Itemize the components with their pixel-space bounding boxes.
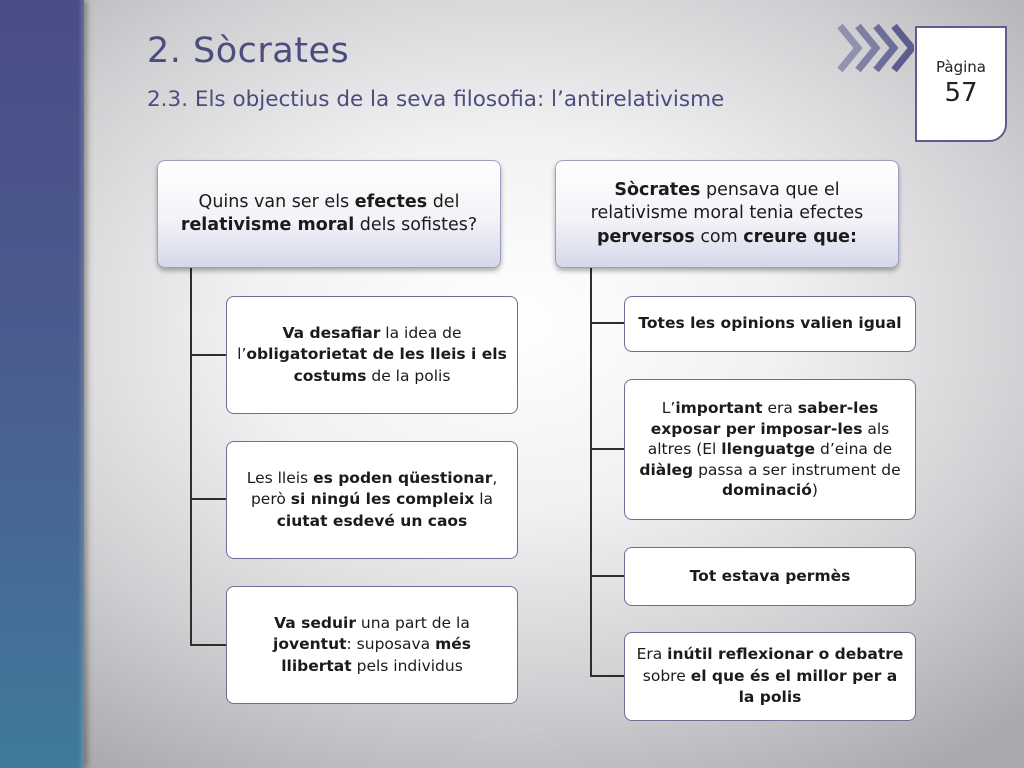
- text-run-bold: perversos: [596, 226, 695, 247]
- right-belief-item-2: [624, 379, 916, 520]
- left-connector-branch-3: [190, 644, 226, 646]
- page-label: Pàgina: [936, 58, 986, 76]
- text-run-bold: més llibertat: [281, 635, 471, 675]
- left-effect-item-2: [226, 441, 518, 559]
- left-connector-branch-1: [190, 354, 226, 356]
- text-run-bold: Va desafiar: [282, 323, 381, 342]
- text-run-bold: Tot estava permès: [689, 566, 851, 585]
- left-effect-item-3: [226, 586, 518, 704]
- slide-subtitle: 2.3. Els objectius de la seva filosofia: l’antirelativisme: [147, 87, 725, 112]
- text-run: als altres (El: [647, 419, 890, 459]
- page-number: 57: [944, 78, 978, 108]
- text-run-bold: saber-les exposar per imposar-les: [650, 399, 879, 438]
- text-run-bold: joventut: [273, 635, 347, 654]
- text-run-bold: el que és el millor per a la polis: [690, 666, 898, 707]
- text-run-bold: Va seduir: [274, 613, 356, 632]
- text-run: L’: [661, 399, 676, 418]
- right-connector-branch-3: [590, 575, 625, 577]
- chevrons-icon: [836, 22, 914, 74]
- text-run-bold: efectes: [354, 191, 428, 212]
- text-run: pels individus: [351, 656, 463, 675]
- text-run: dels sofistes?: [354, 215, 478, 235]
- page-badge: [915, 26, 1007, 142]
- text-run-bold: relativisme moral: [180, 215, 355, 235]
- left-effect-item-1: [226, 296, 518, 414]
- text-run-bold: creure que:: [743, 226, 858, 247]
- slide-title: 2. Sòcrates: [147, 31, 350, 71]
- text-run-bold: inútil reflexionar o debatre: [667, 645, 904, 664]
- text-run: era: [762, 399, 798, 418]
- text-run-bold: es poden qüestionar: [313, 468, 493, 487]
- text-run-bold: Totes les opinions valien igual: [638, 314, 902, 333]
- text-run: la: [474, 490, 494, 509]
- right-statement-box: [555, 160, 899, 268]
- text-run: : suposava: [346, 635, 436, 654]
- text-run-bold: llenguatge: [721, 440, 816, 459]
- left-connector-trunk: [190, 268, 192, 646]
- right-connector-branch-4: [590, 675, 625, 677]
- text-run-bold: obligatorietat de les lleis i els costums: [246, 345, 507, 385]
- text-run-bold: ciutat esdevé un caos: [276, 511, 468, 530]
- right-statement-text: [570, 179, 884, 248]
- left-connector-branch-2: [190, 498, 226, 500]
- text-run: sobre: [642, 666, 691, 685]
- text-run: d’eina de: [815, 440, 893, 459]
- right-belief-item-4: [624, 632, 916, 721]
- text-run-bold: Sòcrates: [614, 180, 701, 201]
- right-belief-item-1: [624, 296, 916, 352]
- text-run: ): [811, 481, 818, 500]
- text-run-bold: important: [675, 399, 763, 418]
- right-belief-item-3: [624, 547, 916, 606]
- text-run-bold: diàleg: [639, 460, 694, 479]
- right-connector-trunk: [590, 268, 592, 677]
- text-run: pensava que el relativisme moral tenia efectes: [590, 180, 864, 224]
- right-connector-branch-1: [590, 322, 625, 324]
- left-question-box: [157, 160, 501, 268]
- text-run-bold: si ningú les compleix: [290, 490, 475, 509]
- text-run: Les lleis: [246, 468, 314, 487]
- right-connector-branch-2: [590, 448, 625, 450]
- sidebar-bar: [0, 0, 84, 768]
- text-run: Era: [636, 645, 668, 664]
- text-run: del: [427, 191, 460, 212]
- text-run-bold: dominació: [722, 481, 812, 500]
- text-run: la idea de l’: [237, 323, 462, 364]
- left-question-text: [172, 191, 486, 237]
- text-run: de la polis: [366, 366, 451, 385]
- text-run: una part de la: [356, 613, 470, 632]
- text-run: Quins van ser els: [198, 191, 355, 212]
- text-run: passa a ser instrument de: [693, 460, 901, 479]
- text-run: , però: [250, 468, 498, 509]
- text-run: com: [694, 226, 744, 247]
